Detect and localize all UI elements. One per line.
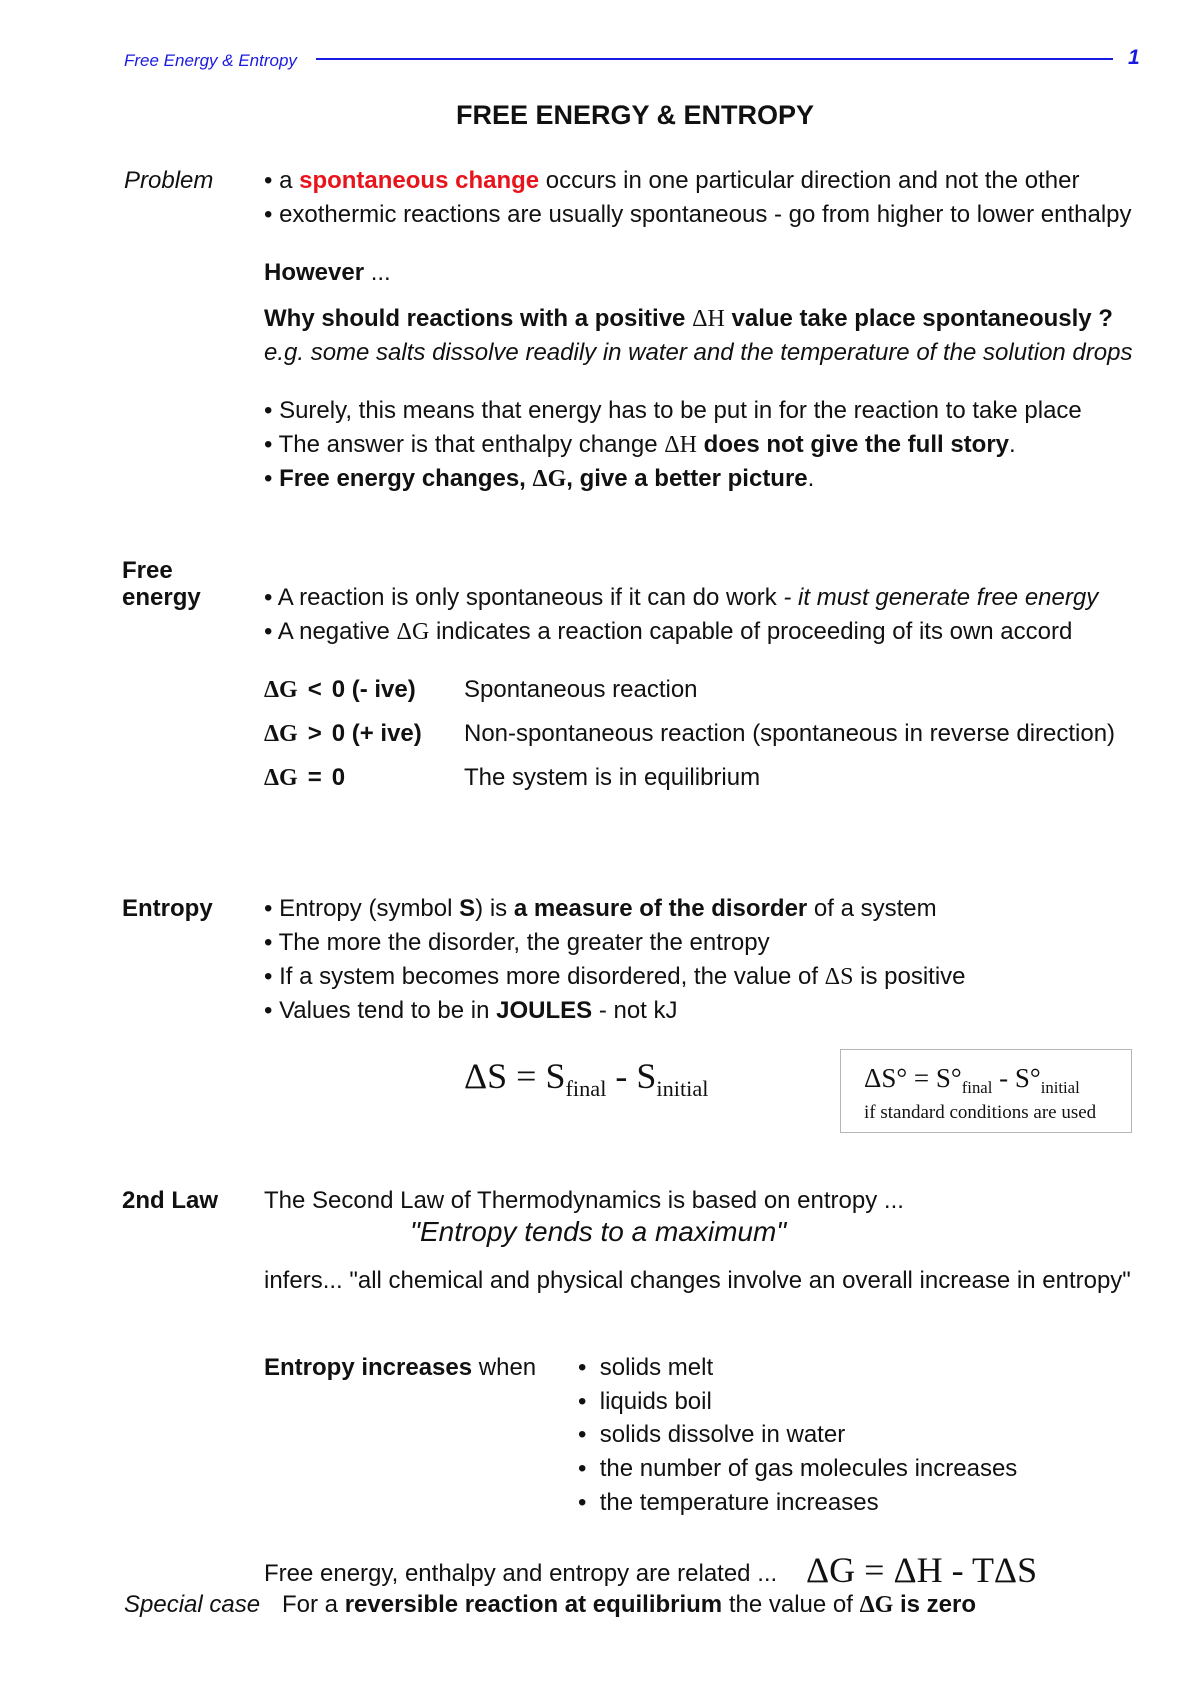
free-energy-label-1: Free [122, 557, 173, 584]
problem-bullet-1: • a spontaneous change occurs in one particular direction and not the other [264, 167, 1080, 194]
entropy-bullet-2: • The more the disorder, the greater the entropy [264, 929, 770, 956]
entropy-label: Entropy [122, 895, 213, 922]
entropy-bullet-4: • Values tend to be in JOULES - not kJ [264, 997, 678, 1024]
problem-bullet-2: • exothermic reactions are usually spontaneous - go from higher to lower enthalpy [264, 201, 1132, 228]
condition-row-negative: ΔG < 0 (- ive) [264, 676, 416, 703]
second-law-line: The Second Law of Thermodynamics is based on entropy ... [264, 1187, 904, 1214]
problem-bullet-3: • Surely, this means that energy has to be put in for the reaction to take place [264, 397, 1082, 424]
list-item: • liquids boil [578, 1388, 712, 1415]
entropy-increases-label: Entropy increases when [264, 1354, 537, 1381]
problem-bullet-5: • Free energy changes, ΔG, give a better picture. [264, 465, 815, 492]
problem-label: Problem [124, 167, 214, 194]
header-title: Free Energy & Entropy [124, 51, 297, 70]
question-line: Why should reactions with a positive ΔH value take place spontaneously ? [264, 305, 1113, 332]
condition-meaning-positive: Non-spontaneous reaction (spontaneous in reverse direction) [464, 720, 1116, 747]
list-item: • the number of gas molecules increases [578, 1455, 1018, 1482]
page-number: 1 [1128, 46, 1140, 69]
condition-meaning-zero: The system is in equilibrium [464, 764, 761, 791]
condition-row-zero: ΔG = 0 [264, 764, 346, 791]
list-item: • solids melt [578, 1354, 714, 1381]
list-item: • the temperature increases [578, 1489, 879, 1516]
second-law-quote: "Entropy tends to a maximum" [410, 1216, 787, 1247]
condition-row-positive: ΔG > 0 (+ ive) [264, 720, 422, 747]
problem-bullet-4: • The answer is that enthalpy change ΔH does not give the full story. [264, 431, 1016, 458]
related-text: Free energy, enthalpy and entropy are related ... [264, 1560, 778, 1587]
standard-entropy-equation: $\Delta S^\circ = S^\circ_{final} - S^\circ_{initial}$ [864, 1063, 1080, 1097]
page-title: FREE ENERGY & ENTROPY [455, 100, 815, 130]
special-case-text: For a reversible reaction at equilibrium the value of ΔG is zero [282, 1591, 977, 1618]
second-law-label: 2nd Law [122, 1187, 219, 1214]
entropy-change-equation: $\Delta S = S_{final} - S_{initial}$ [464, 1056, 709, 1101]
entropy-bullet-3: • If a system becomes more disordered, the value of ΔS is positive [264, 963, 966, 990]
spontaneous-change-highlight: spontaneous change [299, 167, 540, 194]
standard-conditions-note: if standard conditions are used [864, 1102, 1097, 1123]
condition-meaning-negative: Spontaneous reaction [464, 676, 698, 703]
however-line: However ... [264, 259, 391, 286]
free-energy-label-2: energy [122, 584, 201, 611]
delta-h-symbol: ΔH [692, 306, 725, 332]
free-energy-bullet-2: • A negative ΔG indicates a reaction capable of proceeding of its own accord [264, 618, 1073, 645]
special-case-label: Special case [124, 1591, 261, 1618]
header-rule [316, 58, 1113, 60]
example-line: e.g. some salts dissolve readily in water and the temperature of the solution drops [264, 339, 1133, 366]
free-energy-bullet-1: • A reaction is only spontaneous if it can do work - it must generate free energy [264, 584, 1099, 611]
infers-line: infers... "all chemical and physical changes involve an overall increase in entropy" [264, 1267, 1131, 1294]
list-item: • solids dissolve in water [578, 1421, 846, 1448]
gibbs-equation: ΔG = ΔH - TΔS [806, 1550, 1038, 1590]
entropy-bullet-1: • Entropy (symbol S) is a measure of the disorder of a system [264, 895, 937, 922]
